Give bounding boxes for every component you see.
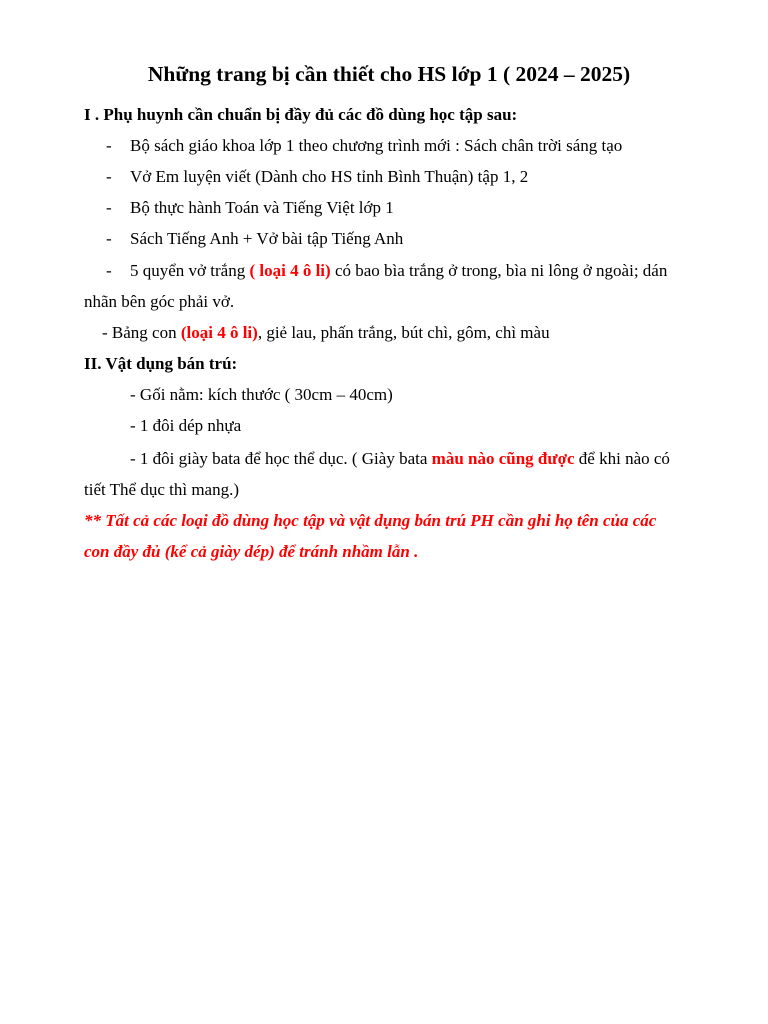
list-item: Bộ thực hành Toán và Tiếng Việt lớp 1 xyxy=(130,198,394,217)
list-item-marker: - xyxy=(106,261,112,280)
section1-heading: I . Phụ huynh cần chuẩn bị đầy đủ các đồ dùng học tập sau: xyxy=(84,105,518,124)
highlight-text: (loại 4 ô li) xyxy=(180,323,258,342)
item-text: để khi nào có xyxy=(574,449,670,468)
note-line: ** Tất cả các loại đồ dùng học tập và vật dụng bán trú PH cần ghi họ tên của các xyxy=(84,511,657,530)
item-text: - 1 đôi giày bata để học thể dục. ( Giày bata xyxy=(130,449,432,468)
section2-heading: II. Vật dụng bán trú: xyxy=(84,354,238,373)
list-item-marker: - xyxy=(106,198,112,217)
list-item: - 1 đôi dép nhựa xyxy=(130,416,242,435)
list-item-marker: - xyxy=(106,136,112,155)
list-item-marker: - xyxy=(106,229,112,248)
list-item xyxy=(130,261,667,281)
list-item: - Gối nằm: kích thước ( 30cm – 40cm) xyxy=(130,385,393,404)
item-text: 5 quyển vở trắng xyxy=(130,261,250,280)
list-item: Bộ sách giáo khoa lớp 1 theo chương trình mới : Sách chân trời sáng tạo xyxy=(130,136,623,155)
list-item: Vở Em luyện viết (Dành cho HS tỉnh Bình Thuận) tập 1, 2 xyxy=(130,167,529,186)
list-item-continuation: nhãn bên góc phải vở. xyxy=(84,292,235,311)
item-text: có bao bìa trắng ở trong, bìa ni lông ở ngoài; dán xyxy=(330,261,668,280)
item-text: , giẻ lau, phấn trắng, bút chì, gôm, chì màu xyxy=(257,323,550,342)
list-item-marker: - xyxy=(106,167,112,186)
list-item-continuation: tiết Thể dục thì mang.) xyxy=(84,480,240,499)
item-text: - Bảng con xyxy=(102,323,181,342)
list-item xyxy=(102,323,550,343)
list-item xyxy=(130,449,670,469)
note-line: con đầy đủ (kể cả giày dép) để tránh nhầm lẫn . xyxy=(84,542,419,561)
page-title: Những trang bị cần thiết cho HS lớp 1 ( 2024 – 2025) xyxy=(147,62,631,86)
highlight-text: màu nào cũng được xyxy=(431,449,575,468)
list-item: Sách Tiếng Anh + Vở bài tập Tiếng Anh xyxy=(130,229,404,248)
highlight-text: ( loại 4 ô li) xyxy=(249,261,331,280)
